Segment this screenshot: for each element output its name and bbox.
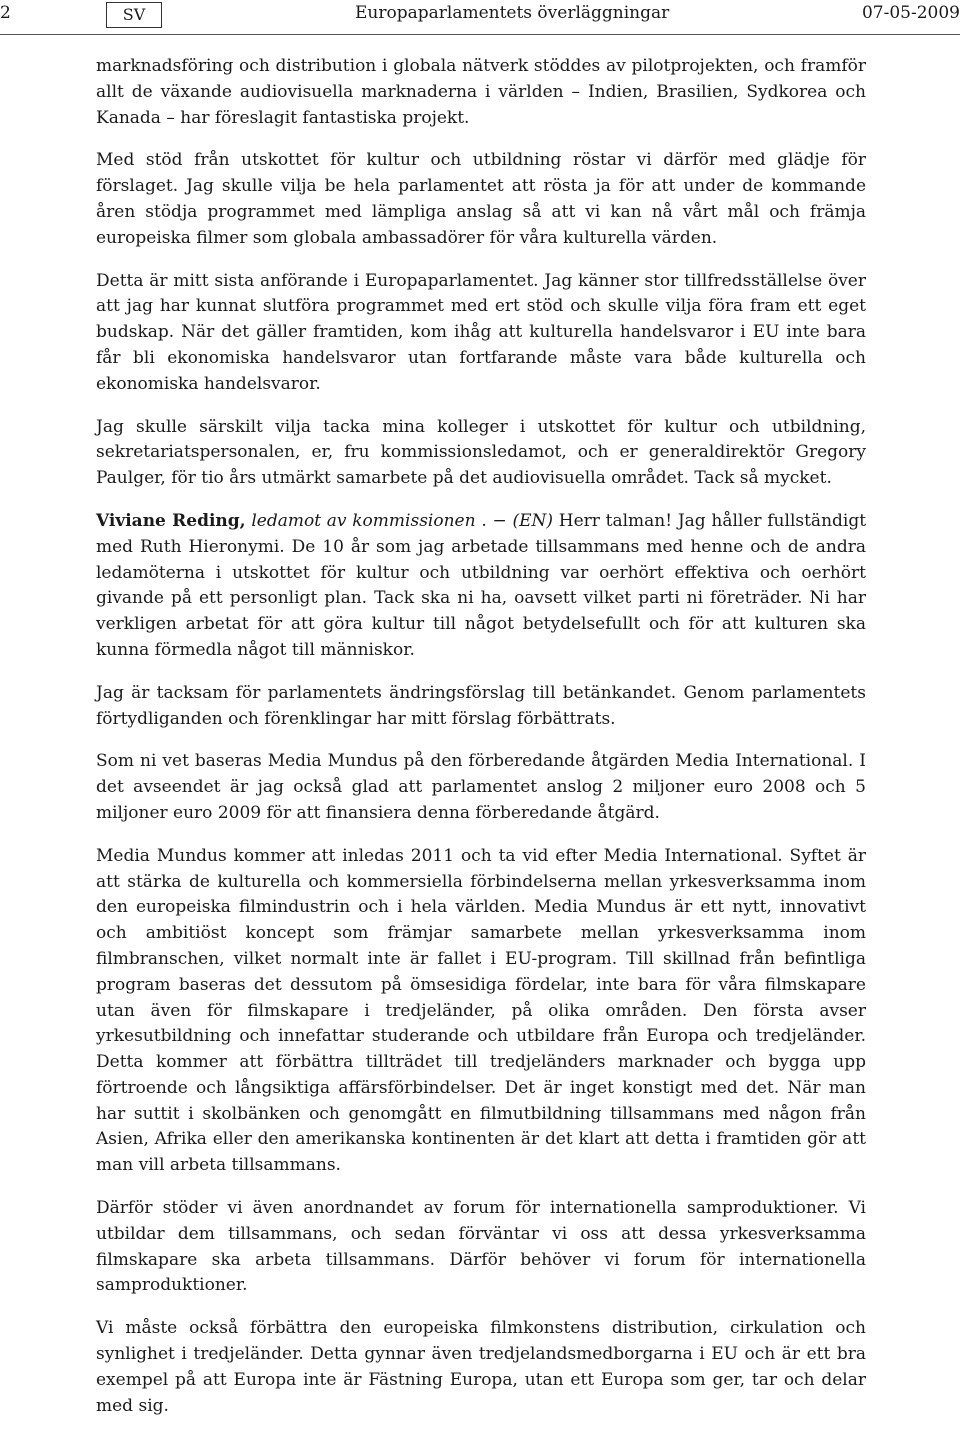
paragraph: Med stöd från utskottet för kultur och utbildning röstar vi därför med glädje för förslaget. Jag skulle vilja be hela parlamentet att rösta ja för att under de kommande åren stödja programmet med lämpliga anslag så att vi kan nå vårt mål och främja europeiska filmer som globala ambassadörer för våra kulturella värden.: [96, 150, 866, 248]
speech-paragraph: [96, 509, 866, 664]
header-divider: [0, 34, 960, 35]
paragraph: Jag skulle särskilt vilja tacka mina kolleger i utskottet för kultur och utbildning, sekretariatspersonalen, er, fru kommissionsledamot, och er generaldirektör Gregory Paulger, för tio års utmärkt samarbete på det audiovisuella området. Tack så mycket.: [96, 416, 866, 489]
paragraph: Som ni vet baseras Media Mundus på den förberedande åtgärden Media International. I det avseendet är jag också glad att parlamentet anslog 2 miljoner euro 2008 och 5 miljoner euro 2009 för att finansiera denna förberedande åtgärd.: [96, 751, 866, 823]
speech-language: (EN): [512, 510, 554, 531]
document-date: 07-05-2009: [861, 3, 960, 23]
language-code-box: SV: [106, 2, 162, 28]
document-title: Europaparlamentets överläggningar: [355, 3, 670, 23]
speaker-name: Viviane Reding,: [96, 510, 246, 531]
paragraph: Media Mundus kommer att inledas 2011 och ta vid efter Media International. Syftet är att stärka de kulturella och kommersiella förbindelserna mellan yrkesverksamma inom den europeiska filmindustrin och i hela världen. Media Mundus är ett nytt, innovativt och ambitiöst koncept som främjar samarbete mellan yrkesverksamma inom filmbranschen, vilket normalt inte är fallet i EU-program. Till skillnad från befintliga program baseras det dessutom på ömsesidiga fördelar, inte bara för våra filmskapare utan även för filmskapare i tredjeländer, på olika områden. Den första avser yrkesutbildning och innefattar studerande och utbildare från Europa och tredjeländer. Detta kommer att förbättra tillträdet till tredjeländers marknader och bygga upp förtroende och långsiktiga affärsförbindelser. Det är inget konstigt med det. När man har suttit i skolbänken och genomgått en filmutbildning tillsammans med någon från Asien, Afrika eller den amerikanska kontinenten är det klart att detta i framtiden gör att man vill arbeta tillsammans.: [96, 845, 866, 1176]
speaker-role: ledamot av kommissionen: [251, 510, 476, 531]
speech-text: Herr talman! Jag håller fullständigt med Ruth Hieronymi. De 10 år som jag arbetade tillsammans med henne och de andra ledamöterna i utskottet för kultur och utbildning var oerhört effektiva och oerhört givande på ett personligt plan. Tack ska ni ha, oavsett vilket parti ni företräder. Ni har verkligen arbetat för att göra kultur till något betydelsefullt och för att kulturen ska kunna förmedla något till människor.: [96, 510, 867, 660]
page-header: [0, 0, 960, 30]
page-number: 2: [0, 3, 11, 23]
paragraph: Vi måste också förbättra den europeiska filmkonstens distribution, cirkulation och synlighet i tredjeländer. Detta gynnar även tredjelandsmedborgarna i EU och är ett bra exempel på att Europa inte är Fästning Europa, utan ett Europa som ger, tar och delar med sig.: [96, 1318, 866, 1416]
paragraph: Detta är mitt sista anförande i Europaparlamentet. Jag känner stor tillfredsställelse över att jag har kunnat slutföra programmet med ert stöd och skulle vilja föra fram ett eget budskap. När det gäller framtiden, kom ihåg att kulturella handelsvaror i EU inte bara får bli ekonomiska handelsvaror utan fortfarande måste vara både kulturella och ekonomiska handelsvaror.: [96, 270, 866, 394]
paragraph: Därför stöder vi även anordnandet av forum för internationella samproduktioner. Vi utbildar dem tillsammans, och sedan förväntar vi oss att dessa yrkesverksamma filmskapare ska arbeta tillsammans. Därför behöver vi forum för internationella samproduktioner.: [96, 1198, 866, 1296]
paragraph: marknadsföring och distribution i globala nätverk stöddes av pilotprojekten, och framför allt de växande audiovisuella marknaderna i världen – Indien, Brasilien, Sydkorea och Kanada – har föreslagit fantastiska projekt.: [96, 56, 866, 128]
paragraph: Jag är tacksam för parlamentets ändringsförslag till betänkandet. Genom parlamentets förtydliganden och förenklingar har mitt förslag förbättrats.: [96, 682, 866, 729]
speech-separator: . −: [481, 510, 507, 531]
document-body: [96, 54, 866, 1436]
